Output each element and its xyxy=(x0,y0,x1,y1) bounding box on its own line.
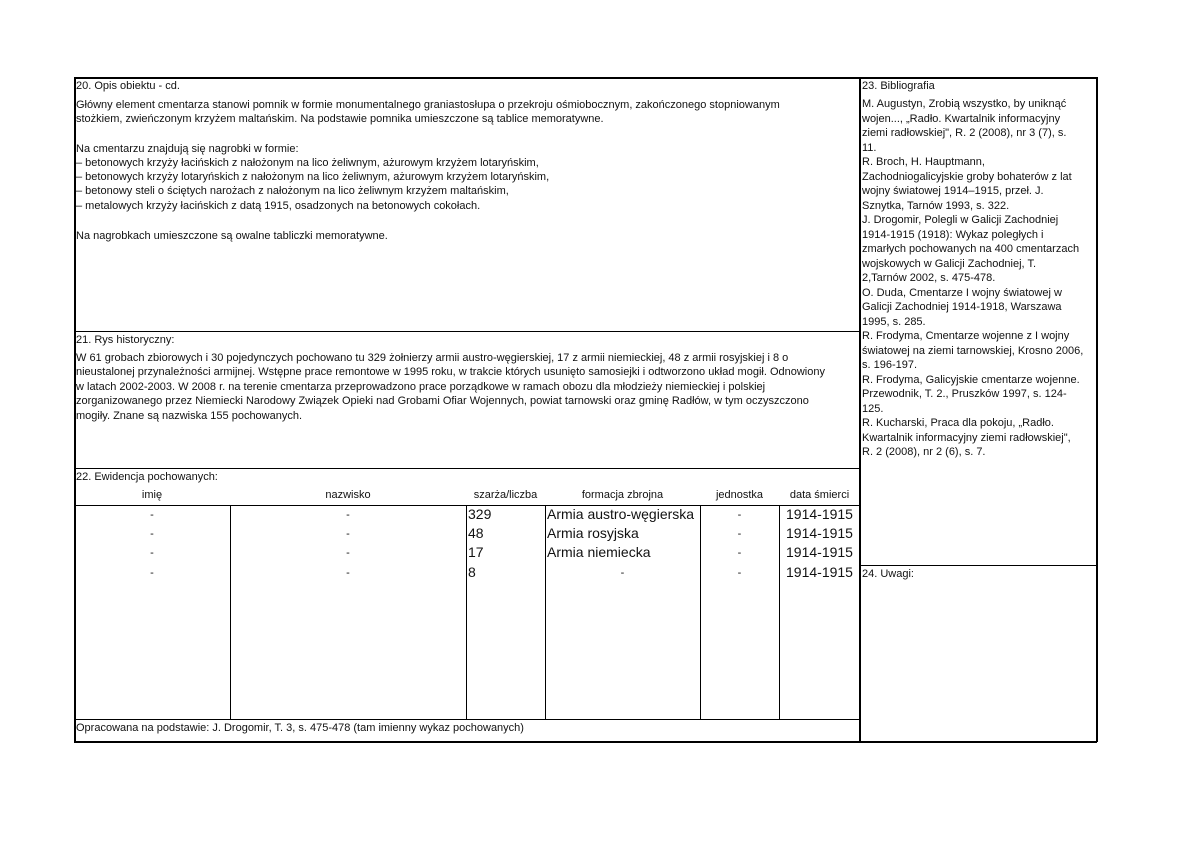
cell-jednostka: - xyxy=(737,567,742,579)
list-item: – betonowy steli o ściętych narożach z nałożonym na lico żeliwnym krzyżem maltańskim, xyxy=(76,185,509,197)
section-21-title: 21. Rys historyczny: xyxy=(76,334,175,346)
bibliography-line: R. Kucharski, Praca dla pokoju, „Radło. xyxy=(862,417,1054,429)
frame-bottom xyxy=(74,741,1097,743)
cell-szarza: 329 xyxy=(468,506,492,522)
bibliography-line: zmarłych pochowanych na 400 cmentarzach xyxy=(862,243,1080,255)
bibliography-line: ziemi radłowskiej", R. 2 (2008), nr 3 (7), s. xyxy=(862,127,1067,139)
bibliography-line: Galicji Zachodniej 1914-1918, Warszawa xyxy=(862,301,1062,313)
cell-jednostka: - xyxy=(737,547,742,559)
bibliography-line: wojskowych w Galicji Zachodniej, T. xyxy=(862,257,1037,270)
bibliography-line: wojny światowej 1914–1915, przeł. J. xyxy=(862,185,1044,197)
paragraph-line: nieustalonej przynależności armijnej. Wstępne prace remontowe w 1995 roku, w trakcie których usunięto samosiejki i odtworzono układ mogił. Odnowiony xyxy=(76,366,825,378)
cell-formacja: Armia austro-węgierska xyxy=(547,506,695,522)
table-header-imie: imię xyxy=(141,489,163,501)
paragraph-line: zorganizowanego przez Niemiecki Narodowy Związek Opieki nad Grobami Ofiar Wojennych, powiat tarnowski oraz gminę Radłów, w tym oczyszczono xyxy=(76,395,809,407)
cell-imie: - xyxy=(150,547,154,559)
table-col-line xyxy=(545,505,546,719)
paragraph-line: Główny element cmentarza stanowi pomnik w formie monumentalnego graniastosłupa o przekroju ośmiobocznym, zakończonego stopniowanym xyxy=(76,99,780,111)
section-22-title: 22. Ewidencja pochowanych: xyxy=(76,471,218,483)
cell-szarza: 8 xyxy=(468,564,476,580)
paragraph-line: w latach 2002-2003. W 2008 r. na terenie cmentarza przeprowadzono prace porządkowe w ramach obozu dla młodzieży niemieckiej i polskiej xyxy=(76,381,766,393)
frame-right xyxy=(1096,77,1098,742)
cell-imie: - xyxy=(150,528,154,540)
paragraph-line: Na cmentarzu znajdują się nagrobki w formie: xyxy=(76,143,299,155)
bibliography-line: M. Augustyn, Zrobią wszystko, by uniknąć xyxy=(862,98,1067,110)
cell-jednostka: - xyxy=(737,528,742,540)
frame-column-divider xyxy=(859,77,861,742)
table-col-line xyxy=(466,505,467,719)
cell-formacja: Armia rosyjska xyxy=(547,525,639,541)
paragraph-line: Na nagrobkach umieszczone są owalne tabliczki memoratywne. xyxy=(76,230,388,242)
bibliography-line: 11. xyxy=(862,141,877,154)
bibliography-line: 1995, s. 285. xyxy=(862,315,926,328)
bibliography-line: R. Broch, H. Hauptmann, xyxy=(862,156,985,168)
divider-23-24 xyxy=(859,565,1097,566)
cell-nazwisko: - xyxy=(346,509,350,521)
cell-data: 1914-1915 xyxy=(786,506,853,522)
bibliography-line: R. Frodyma, Galicyjskie cmentarze wojenne. xyxy=(862,373,1080,386)
section-24-title: 24. Uwagi: xyxy=(862,568,914,580)
divider-20-21 xyxy=(74,331,860,332)
cell-szarza: 48 xyxy=(468,525,484,541)
bibliography-line: R. 2 (2008), nr 2 (6), s. 7. xyxy=(862,446,986,458)
bibliography-line: wojen..., „Radło. Kwartalnik informacyjny xyxy=(862,112,1061,125)
section-23-title: 23. Bibliografia xyxy=(862,80,935,92)
list-item: – metalowych krzyży łacińskich z datą 1915, osadzonych na betonowych cokołach. xyxy=(76,200,481,212)
divider-21-22 xyxy=(74,468,860,469)
cell-jednostka: - xyxy=(737,509,742,521)
cell-formacja: Armia niemiecka xyxy=(547,544,651,560)
bibliography-line: Zachodniogalicyjskie groby bohaterów z lat xyxy=(862,170,1072,183)
cell-imie: - xyxy=(150,509,154,521)
table-source-note: Opracowana na podstawie: J. Drogomir, T. 3, s. 475-478 (tam imienny wykaz pochowanych) xyxy=(76,722,524,734)
bibliography-line: 1914-1915 (1918): Wykaz poległych i xyxy=(862,228,1044,241)
bibliography-line: R. Frodyma, Cmentarze wojenne z I wojny xyxy=(862,330,1070,342)
bibliography-line: 125. xyxy=(862,402,884,415)
bibliography-line: Sznytka, Tarnów 1993, s. 322. xyxy=(862,199,1010,212)
frame-top xyxy=(74,77,1097,79)
bibliography-line: 2,Tarnów 2002, s. 475-478. xyxy=(862,272,996,284)
table-header-formacja: formacja zbrojna xyxy=(581,489,664,501)
cell-data: 1914-1915 xyxy=(786,525,853,541)
cell-nazwisko: - xyxy=(346,547,350,559)
list-item: – betonowych krzyży łacińskich z nałożonym na lico żeliwnym, ażurowym krzyżem lotaryńskim, xyxy=(76,157,539,169)
cell-nazwisko: - xyxy=(346,567,350,579)
bibliography-line: O. Duda, Cmentarze I wojny światowej w xyxy=(862,286,1062,299)
table-header-data: data śmierci xyxy=(789,489,850,501)
table-header-jednostka: jednostka xyxy=(715,489,764,501)
bibliography-line: s. 196-197. xyxy=(862,359,918,371)
bibliography-line: J. Drogomir, Polegli w Galicji Zachodniej xyxy=(862,214,1059,226)
paragraph-line: W 61 grobach zbiorowych i 30 pojedynczych pochowano tu 329 żołnierzy armii austro-węgierskiej, 17 z armii niemieckiej, 48 z armii rosyjskiej i 8 o xyxy=(76,352,789,364)
table-header-nazwisko: nazwisko xyxy=(325,489,371,501)
cell-imie: - xyxy=(150,567,154,579)
paragraph-line: mogiły. Znane są nazwiska 155 pochowanych. xyxy=(76,410,303,422)
cell-data: 1914-1915 xyxy=(786,564,853,580)
paragraph-line: stożkiem, zwieńczonym krzyżem maltańskim. Na podstawie pomnika umieszczone są tablice memoratywne. xyxy=(76,113,604,125)
bibliography-list xyxy=(862,97,1096,460)
section-20-title: 20. Opis obiektu - cd. xyxy=(76,80,180,92)
cell-nazwisko: - xyxy=(346,528,350,540)
bibliography-line: światowej na ziemi tarnowskiej, Krosno 2006, xyxy=(862,344,1084,357)
divider-table-footer xyxy=(74,719,860,720)
cell-formacja: - xyxy=(620,567,625,579)
list-item: – betonowych krzyży lotaryńskich z nałożonym na lico żeliwnym, ażurowym krzyżem lotaryńskim, xyxy=(76,171,550,183)
cell-szarza: 17 xyxy=(468,544,484,560)
bibliography-line: Przewodnik, T. 2., Pruszków 1997, s. 124- xyxy=(862,388,1067,400)
bibliography-line: Kwartalnik informacyjny ziemi radłowskiej", xyxy=(862,431,1071,444)
table-header-line xyxy=(74,505,860,506)
table-header-szarza: szarża/liczba xyxy=(473,489,538,501)
cell-data: 1914-1915 xyxy=(786,544,853,560)
